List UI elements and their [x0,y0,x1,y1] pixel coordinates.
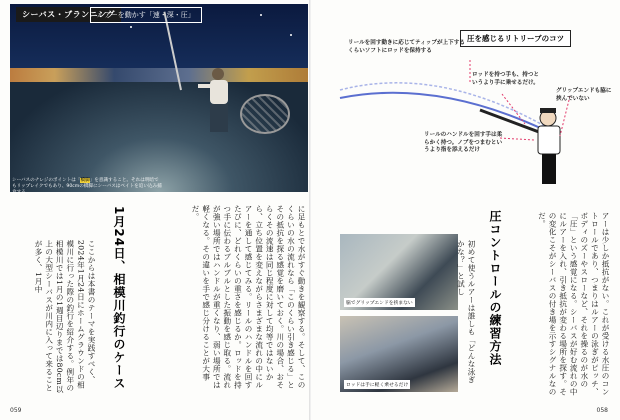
left-body-text: に足もとで水がすぐ動きを観察する。そして、このくらいの水の流れなら「このくらい引き感じる」とその抵抗を探る感覚を磨いておく。川の場合、おそらくその流速は同じ程度に対して均等ではないから、立ち位置を変えながらさまざまな流れの中にルアーを通して感じてみる。リールのハンドルを回すたびに、どれくらいの重さを感じるか。ロッドを持つ手に伝わるブルブルとした振動を感じ取る。流れが強い場所ではハンドルが重くなり、弱い場所では軽くなる。その違いを手で感じ分けることが大事だ。 [191,205,306,389]
angler-figure [188,64,244,134]
right-section-heading: 圧コントロールの練習方法 [488,210,502,366]
note-handle: リールのハンドルを回す手は柔らかく持つ。ノブをつまむというより指を添えるだけ [424,132,503,153]
page-number-left: 059 [10,407,22,414]
left-section-heading: 1月24日、相模川釣行のケース [112,206,126,391]
note-tip: リールを回す動きに応じてティップが上下するくらいソフトにロッドを保持する [348,40,465,54]
practice-body-text: 初めて使うルアーは誰しも「どんな泳ぎかな？」と試し [456,240,476,384]
page-gutter [309,0,311,420]
left-body-text-2: ここからは本書のテーマを実践すべく、2024年1月24日にホームグラウンドの相模川に行った際の釣行を紹介する。例年の相模川では1月の1週目辺りまでは80cm以上の大型シーバスが川内に入って来ることが多く、1月中 [34,240,96,394]
section-subtitle: ルアーを動かす「速・深・圧」 [90,7,202,23]
note-butt: グリップエンドも脇に挟んでいない [556,88,612,102]
landing-net [240,94,290,134]
photo-grip-1 [340,234,458,310]
section-tag: シーバス・ブランニング [16,7,121,22]
diagram-title: 圧を感じるリトリーブのコツ [460,30,571,47]
photo-grip-2 [340,316,458,392]
note-grip: ロッドを持つ手も、持つというより手に乗せるだけ。 [472,72,540,86]
city-lights-horizon [10,68,308,82]
photo-caption: シーバスのナレジのポイントは「橋脚」を意識すること。それは明暗でもリップレイクでもあり、90cmの橋脚にシーバスはベイトを追い込み捕食する [12,178,162,195]
photo-caption-1: 脇でグリップエンドを挟まない [344,298,415,307]
retrieve-diagram [320,20,616,190]
photo-caption-2: ロッドは手に軽く乗せるだけ [344,380,410,389]
page-number-right: 058 [596,407,608,414]
right-body-text: アーは少しか抵抗がない。これが受ける水圧のコントロールであり、つまりはルアーの泳ぎがピッチ、ボディのズーやスローなど、それを操るのが水の「圧」という感覚になる。シーバスが好む流れの中にルアーを入れ、引き抵抗が変わる場所を探す。その変化こそがシーバスの付き場を示すシグナルなのだ。 [537,212,610,396]
night-fishing-photo [10,4,308,192]
